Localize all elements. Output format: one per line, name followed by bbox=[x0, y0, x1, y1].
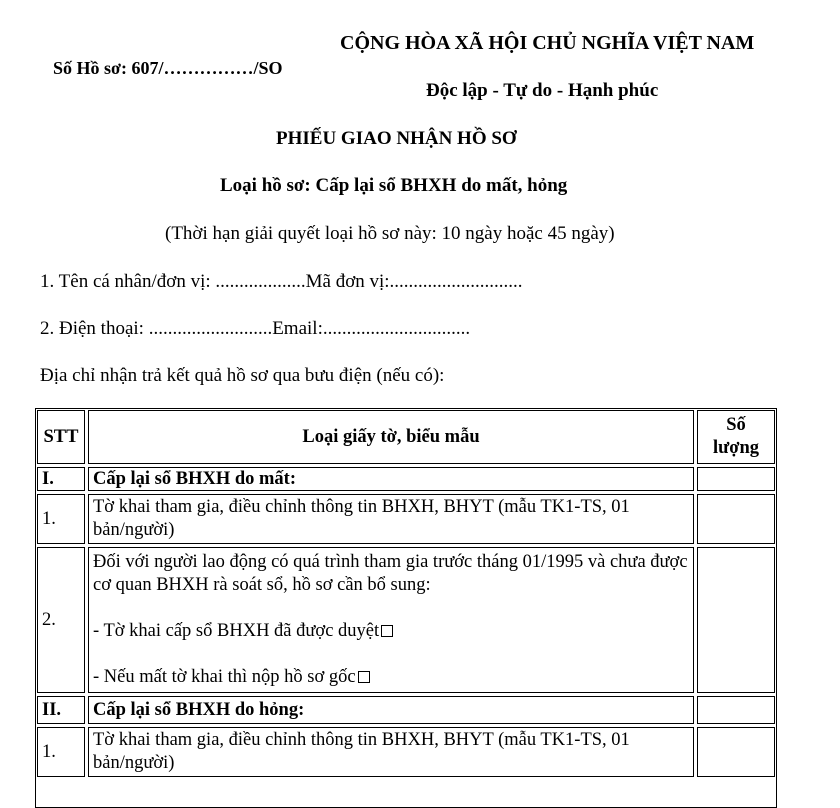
deadline-note: (Thời hạn giải quyết loại hồ sơ này: 10 ngày hoặc 45 ngày) bbox=[165, 223, 615, 244]
section-1-title: Cấp lại sổ BHXH do mất: bbox=[88, 467, 694, 491]
address-line: Địa chỉ nhận trả kết quả hồ sơ qua bưu điện (nếu có): bbox=[40, 365, 445, 386]
phone-email-line: 2. Điện thoại: ..........................Email:............................... bbox=[40, 318, 471, 339]
section-2-title: Cấp lại sổ BHXH do hỏng: bbox=[88, 696, 694, 724]
nation-title: CỘNG HÒA XÃ HỘI CHỦ NGHĨA VIỆT NAM bbox=[340, 32, 755, 54]
row-3-stt: 1. bbox=[37, 727, 85, 777]
row-2-qty bbox=[697, 547, 775, 693]
checkbox-icon bbox=[381, 625, 393, 637]
motto: Độc lập - Tự do - Hạnh phúc bbox=[426, 80, 659, 101]
record-type: Loại hồ sơ: Cấp lại sổ BHXH do mất, hỏng bbox=[220, 175, 568, 196]
section-1-qty bbox=[697, 467, 775, 491]
header-quantity: Số lượng bbox=[697, 410, 775, 464]
row-2-item-b: - Nếu mất tờ khai thì nộp hồ sơ gốc bbox=[93, 666, 689, 689]
row-1-qty bbox=[697, 494, 775, 544]
checkbox-icon bbox=[358, 671, 370, 683]
header-document: Loại giấy tờ, biểu mẫu bbox=[88, 410, 694, 464]
row-1-text: Tờ khai tham gia, điều chỉnh thông tin BHXH, BHYT (mẫu TK1-TS, 01 bản/người) bbox=[88, 494, 694, 544]
row-2-intro: Đối với người lao động có quá trình tham gia trước tháng 01/1995 và chưa được cơ quan BHXH rà soát sổ, hồ sơ cần bổ sung: bbox=[93, 552, 688, 595]
row-3-text: Tờ khai tham gia, điều chỉnh thông tin BHXH, BHYT (mẫu TK1-TS, 01 bản/người) bbox=[88, 727, 694, 777]
row-1-stt: 1. bbox=[37, 494, 85, 544]
section-2-qty bbox=[697, 696, 775, 724]
name-unit-line: 1. Tên cá nhân/đơn vị: ...................Mã đơn vị:............................ bbox=[40, 271, 523, 292]
row-3-qty bbox=[697, 727, 775, 777]
header-stt: STT bbox=[37, 410, 85, 464]
row-2-stt: 2. bbox=[37, 547, 85, 693]
form-title: PHIẾU GIAO NHẬN HỒ SƠ bbox=[276, 128, 517, 149]
row-2-item-a: - Tờ khai cấp sổ BHXH đã được duyệt bbox=[93, 620, 689, 643]
section-2-stt: II. bbox=[37, 696, 85, 724]
record-number: Số Hồ sơ: 607/……………/SO bbox=[53, 58, 283, 78]
section-1-stt: I. bbox=[37, 467, 85, 491]
row-2-text bbox=[88, 547, 694, 693]
